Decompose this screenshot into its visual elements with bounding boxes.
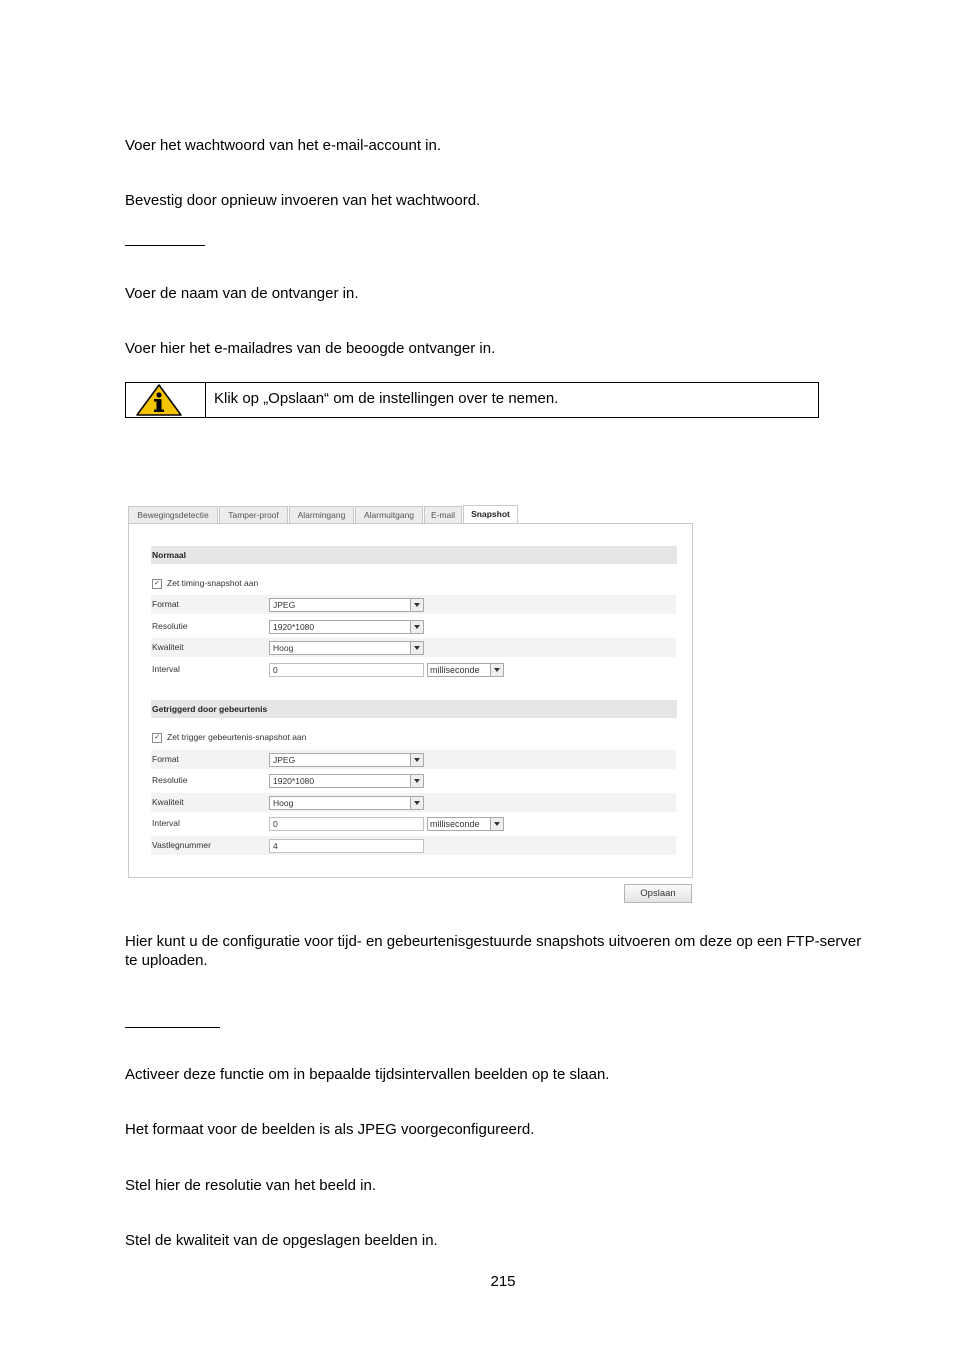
normal-format-value: JPEG [273, 600, 296, 610]
normal-quality-select[interactable] [269, 641, 424, 655]
normal-quality-label: Kwaliteit [152, 642, 184, 652]
event-interval-input[interactable] [269, 817, 424, 831]
tab-tamper-proof[interactable]: Tamper-proof [219, 506, 288, 524]
text-resolution-info: Stel hier de resolutie van het beeld in. [125, 1177, 376, 1194]
event-quality-label: Kwaliteit [152, 797, 184, 807]
event-format-label: Format [152, 754, 179, 764]
chevron-down-icon [410, 754, 423, 766]
text-timing-snapshot: Activeer deze functie om in bepaalde tijdsintervallen beelden op te slaan. [125, 1066, 610, 1083]
chevron-down-icon [410, 797, 423, 809]
chevron-down-icon [490, 664, 503, 676]
tab-alarm-output[interactable]: Alarmuitgang [355, 506, 423, 524]
event-enable-label: Zet trigger gebeurtenis-snapshot aan [167, 732, 307, 742]
event-interval-unit-value: milliseconde [430, 819, 480, 829]
warning-info-icon [134, 383, 184, 417]
section-normal-title: Normaal [152, 550, 187, 560]
event-capture-input[interactable] [269, 839, 424, 853]
save-button[interactable]: Opslaan [624, 884, 692, 903]
row-event-capture-number [151, 836, 676, 855]
normal-format-label: Format [152, 599, 179, 609]
event-capture-label: Vastlegnummer [152, 840, 211, 850]
text-quality-info: Stel de kwaliteit van de opgeslagen beelden in. [125, 1232, 438, 1249]
page-number: 215 [490, 1273, 516, 1290]
normal-resolution-select[interactable] [269, 620, 424, 634]
section-normal-header [151, 546, 677, 564]
event-interval-unit-select[interactable] [427, 817, 504, 831]
normal-interval-label: Interval [152, 664, 180, 674]
chevron-down-icon [410, 599, 423, 611]
row-normal-format [151, 595, 676, 614]
normal-quality-value: Hoog [273, 643, 294, 653]
chevron-down-icon [410, 775, 423, 787]
row-normal-quality [151, 638, 676, 657]
row-event-resolution [151, 771, 676, 790]
section-event-title: Getriggerd door gebeurtenis [152, 704, 268, 714]
event-resolution-label: Resolutie [152, 775, 188, 785]
event-quality-select[interactable] [269, 796, 424, 810]
text-recipient-name: Voer de naam van de ontvanger in. [125, 285, 359, 302]
chevron-down-icon [410, 642, 423, 654]
notice-box [125, 382, 819, 418]
normal-interval-unit-select[interactable] [427, 663, 504, 677]
notice-text: Klik op „Opslaan“ om de instellingen over te nemen. [214, 390, 559, 407]
tab-motion-detection[interactable]: Bewegingsdetectie [128, 506, 218, 524]
text-password-instruction: Voer het wachtwoord van het e-mail-account in. [125, 137, 442, 154]
event-enable-checkbox[interactable]: ✓ [152, 733, 162, 743]
notice-icon-cell [126, 383, 206, 417]
event-format-select[interactable] [269, 753, 424, 767]
normal-enable-checkbox[interactable]: ✓ [152, 579, 162, 589]
underline-heading-placeholder-2 [125, 1027, 220, 1028]
text-format-info: Het formaat voor de beelden is als JPEG voorgeconfigureerd. [125, 1121, 535, 1138]
event-resolution-select[interactable] [269, 774, 424, 788]
chevron-down-icon [410, 621, 423, 633]
event-format-value: JPEG [273, 755, 296, 765]
row-event-quality [151, 793, 676, 812]
tab-alarm-input[interactable]: Alarmingang [289, 506, 354, 524]
event-interval-label: Interval [152, 818, 180, 828]
row-event-interval [151, 814, 676, 833]
underline-heading-placeholder [125, 245, 205, 246]
tab-email[interactable]: E-mail [424, 506, 462, 524]
normal-interval-unit-value: milliseconde [430, 665, 480, 675]
text-snapshot-description: Hier kunt u de configuratie voor tijd- en gebeurtenisgestuurde snapshots uitvoeren om deze op een FTP-server te uploaden. [125, 933, 862, 969]
row-normal-resolution [151, 617, 676, 636]
row-event-enable [151, 728, 676, 747]
row-normal-enable [151, 574, 676, 593]
normal-resolution-value: 1920*1080 [273, 622, 315, 632]
event-capture-value: 4 [273, 841, 278, 851]
tab-snapshot[interactable]: Snapshot [463, 505, 518, 525]
snapshot-settings-screenshot [128, 505, 693, 905]
normal-interval-input[interactable] [269, 663, 424, 677]
row-normal-interval [151, 660, 676, 679]
event-interval-value: 0 [273, 819, 278, 829]
normal-enable-label: Zet timing-snapshot aan [167, 578, 259, 588]
normal-resolution-label: Resolutie [152, 621, 188, 631]
settings-panel [128, 523, 693, 878]
normal-format-select[interactable] [269, 598, 424, 612]
text-confirm-password: Bevestig door opnieuw invoeren van het wachtwoord. [125, 192, 481, 209]
event-quality-value: Hoog [273, 798, 294, 808]
row-event-format [151, 750, 676, 769]
text-recipient-email: Voer hier het e-mailadres van de beoogde ontvanger in. [125, 340, 496, 357]
normal-interval-value: 0 [273, 665, 278, 675]
chevron-down-icon [490, 818, 503, 830]
section-event-header [151, 700, 677, 718]
event-resolution-value: 1920*1080 [273, 776, 315, 786]
